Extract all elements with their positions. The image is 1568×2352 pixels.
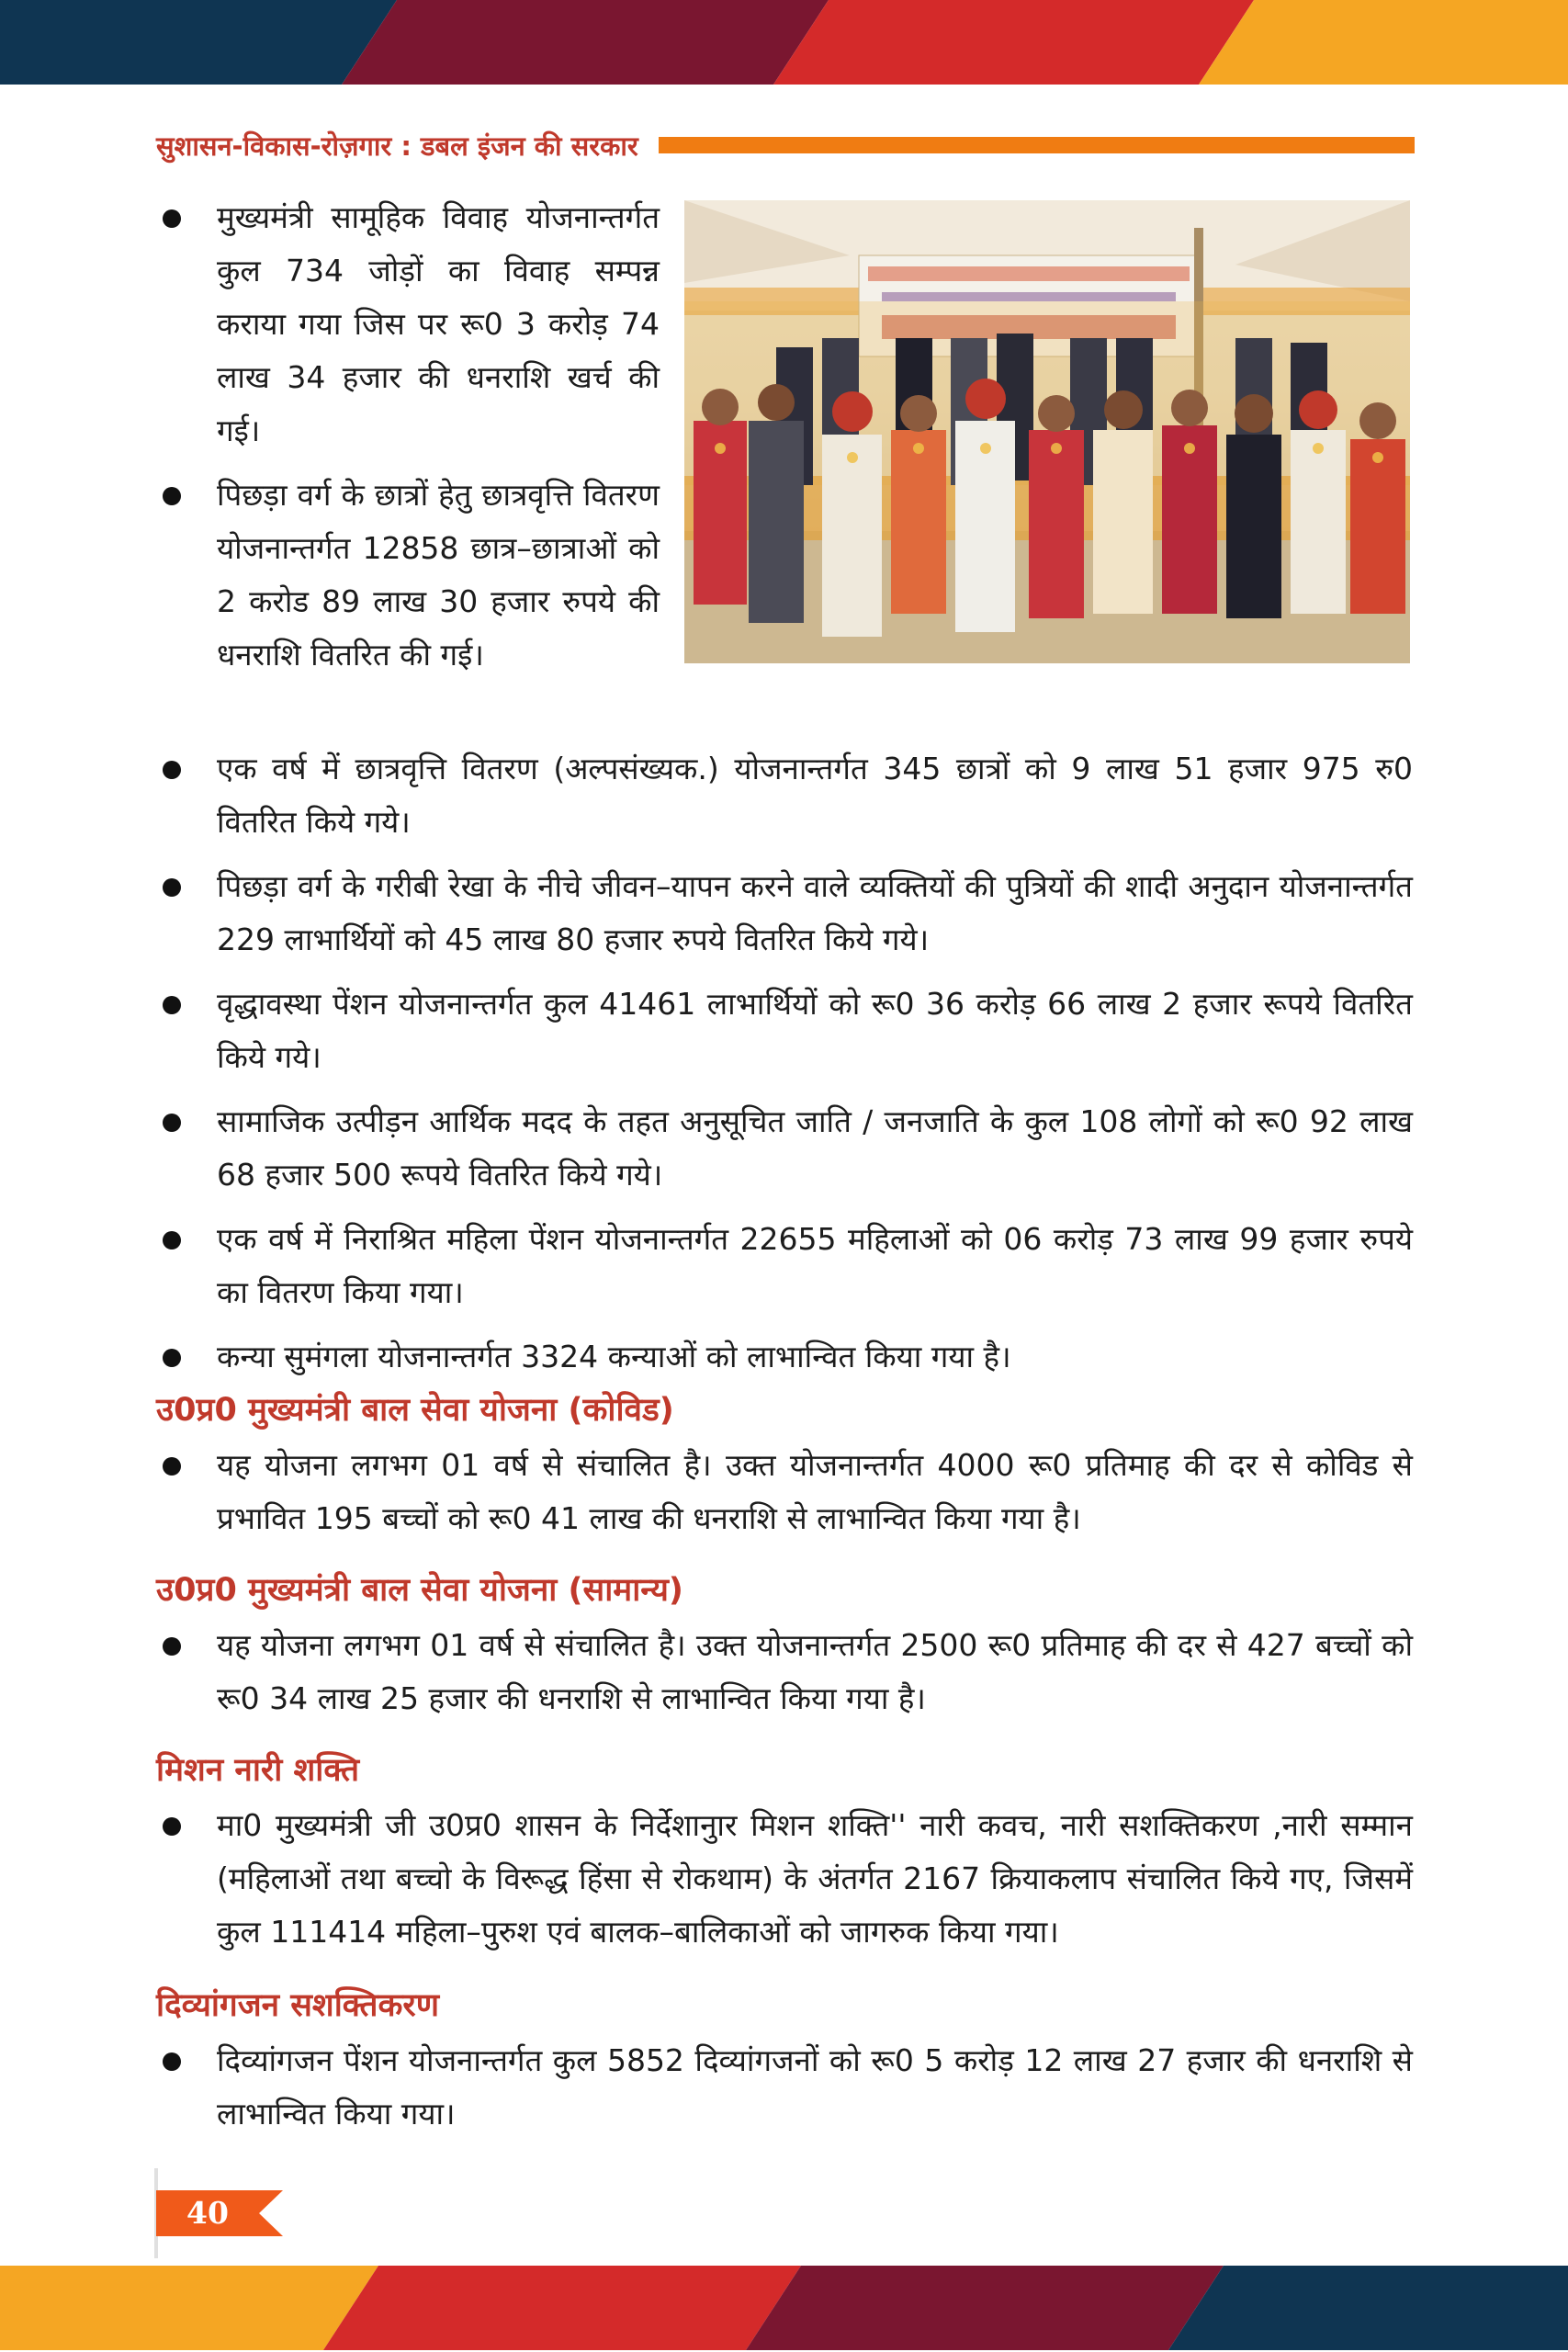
top-color-band [0,0,1568,85]
list-item [156,742,1413,849]
section-heading: उ0प्र0 मुख्यमंत्री बाल सेवा योजना (सामान्य) [156,1572,683,1609]
list-item [156,1330,1413,1384]
list-item [156,978,1413,1084]
bullet-text: सामाजिक उत्पीड़न आर्थिक मदद के तहत अनुसूचित जाति / जनजाति के कुल 108 लोगों को रू0 92 लाख 68 हजार 500 रूपये वितरित किये गये। [217,1103,1413,1193]
bullet-text: यह योजना लगभग 01 वर्ष से संचालित है। उक्त योजनान्तर्गत 4000 रू0 प्रतिमाह की दर से कोविड से प्रभावित 195 बच्चों को रू0 41 लाख की धनराशि से लाभान्वित किया गया है। [217,1447,1413,1536]
page-number: 40 [186,2195,229,2231]
section-divyangjan [156,1983,1413,2150]
header-rule [659,137,1415,153]
bullet-icon [163,1349,181,1367]
ceremony-photo [684,200,1410,663]
bullet-text: कन्या सुमंगला योजनान्तर्गत 3324 कन्याओं को लाभान्वित किया गया है। [217,1339,1011,1374]
bullet-icon [163,1637,181,1656]
section-mission-nari-shakti [156,1747,1413,1968]
bullet-text: यह योजना लगभग 01 वर्ष से संचालित है। उक्त योजनान्तर्गत 2500 रू0 प्रतिमाह की दर से 427 बच्चों को रू0 34 लाख 25 हजार की धनराशि से लाभान्वित किया गया है। [217,1627,1413,1716]
list-item [156,1095,1413,1202]
bullet-icon [163,209,181,228]
bullet-text: एक वर्ष में निराश्रित महिला पेंशन योजनान्तर्गत 22655 महिलाओं को 06 करोड़ 73 लाख 99 हजार रुपये का वितरण किया गया। [217,1221,1413,1310]
bullet-icon [163,761,181,779]
section-bal-seva-covid [156,1387,1413,1555]
page-number-tab [156,2190,283,2236]
list-item [156,1213,1413,1319]
page-header [156,125,1415,165]
bullet-text: मुख्यमंत्री सामूहिक विवाह योजनान्तर्गत कुल 734 जोड़ों का विवाह सम्पन्न कराया गया जिस पर रू0 3 करोड़ 74 लाख 34 हजार की धनराशि खर्च की गई। [217,199,660,448]
bullet-icon [163,878,181,897]
bullet-text: दिव्यांगजन पेंशन योजनान्तर्गत कुल 5852 दिव्यांगजनों को रू0 5 करोड़ 12 लाख 27 हजार की धनराशि से लाभान्वित किया गया। [217,2042,1413,2132]
bullet-icon [163,1231,181,1250]
bullet-icon [163,1457,181,1476]
bullet-text: एक वर्ष में छात्रवृत्ति वितरण (अल्पसंख्यक.) योजनान्तर्गत 345 छात्रों को 9 लाख 51 हजार 975 रु0 वितरित किये गये। [217,751,1413,840]
section-heading: उ0प्र0 मुख्यमंत्री बाल सेवा योजना (कोविड) [156,1392,674,1429]
bullet-text: पिछड़ा वर्ग के छात्रों हेतु छात्रवृत्ति वितरण योजनान्तर्गत 12858 छात्र–छात्राओं को 2 करोड 89 लाख 30 हजार रुपये की धनराशि वितरित की गई। [217,477,660,673]
bullet-icon [163,2052,181,2071]
list-item [156,191,660,458]
bottom-color-band [0,2266,1568,2350]
list-item [156,1439,1413,1545]
bullet-text: पिछड़ा वर्ग के गरीबी रेखा के नीचे जीवन–यापन करने वाले व्यक्तियों की पुत्रियों की शादी अनुदान योजनान्तर्गत 229 लाभार्थियों को 45 लाख 80 हजार रुपये वितरित किये गये। [217,868,1413,957]
list-item [156,2034,1413,2141]
bullet-icon [163,487,181,505]
list-item [156,1799,1413,1959]
bullet-icon [163,996,181,1014]
list-item [156,469,660,682]
list-item [156,860,1413,967]
list-item [156,1619,1413,1725]
top-bullet-list [156,191,660,693]
main-bullet-list [156,742,1413,1395]
bullet-icon [163,1817,181,1836]
header-title: सुशासन-विकास-रोज़गार : डबल इंजन की सरकार [156,130,638,162]
bullet-text: वृद्धावस्था पेंशन योजनान्तर्गत कुल 41461 लाभार्थियों को रू0 36 करोड़ 66 लाख 2 हजार रूपये वितरित किये गये। [217,986,1413,1075]
section-heading: मिशन नारी शक्ति [156,1752,360,1789]
section-heading: दिव्यांगजन सशक्तिकरण [156,1987,440,2024]
bullet-text: मा0 मुख्यमंत्री जी उ0प्र0 शासन के निर्देशानुार मिशन शक्ति'' नारी कवच, नारी सशक्तिकरण ,नारी सम्मान (महिलाओं तथा बच्चो के विरूद्ध हिंसा से रोकथाम) के अंतर्गत 2167 क्रियाकलाप संचालित किये गए, जिसमें कुल 111414 महिला–पुरुश एवं बालक–बालिकाओं को जागरुक किया गया। [217,1807,1413,1950]
section-bal-seva-samanya [156,1567,1413,1735]
bullet-icon [163,1114,181,1132]
